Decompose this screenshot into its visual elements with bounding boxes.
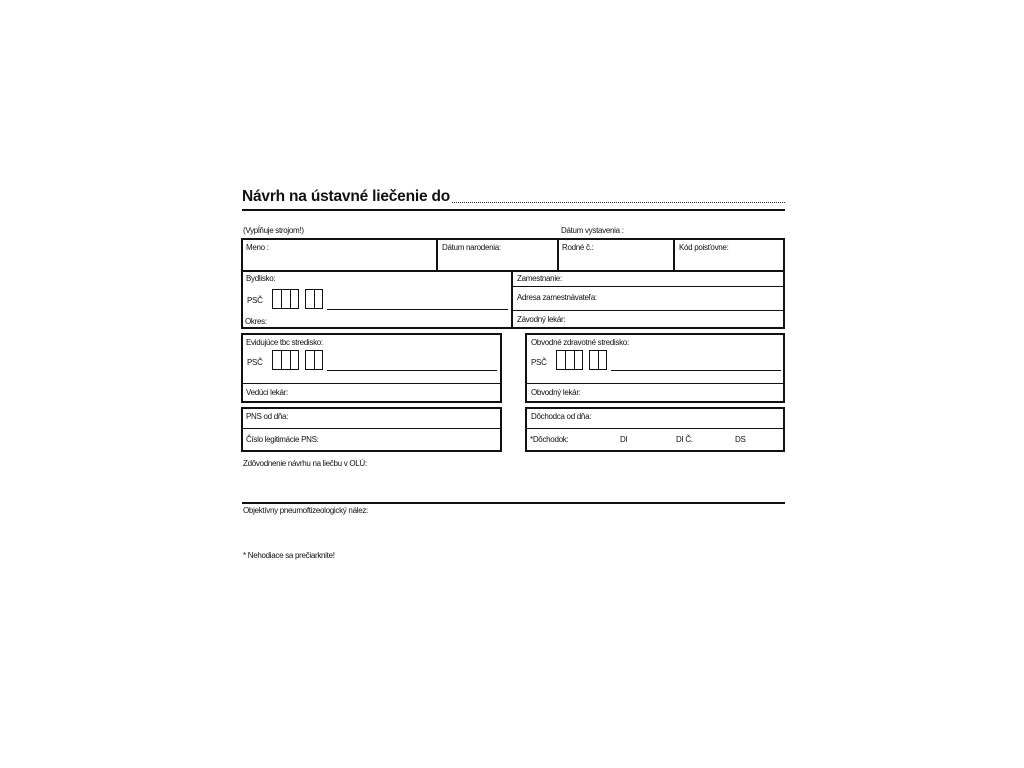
residence-label[interactable]: Bydlisko: <box>246 274 276 283</box>
issue-date-label: Dátum vystavenia : <box>561 226 624 235</box>
pension-option-di[interactable]: DI <box>620 435 628 444</box>
tb-center-label[interactable]: Evidujúce tbc stredisko: <box>246 338 323 347</box>
footnote-text: * Nehodiace sa prečiarknite! <box>243 551 335 560</box>
section-rule <box>241 270 785 272</box>
pension-option-ds[interactable]: DS <box>735 435 746 444</box>
form-title: Návrh na ústavné liečenie do <box>242 188 451 205</box>
pension-bottom-rule <box>525 450 785 452</box>
row-divider <box>513 310 784 311</box>
district-label[interactable]: Okres: <box>245 317 267 326</box>
birth-number-field-label[interactable]: Rodné č.: <box>562 243 594 252</box>
title-dotted-line[interactable] <box>452 202 785 203</box>
pension-since-label[interactable]: Dôchodca od dňa: <box>531 412 592 421</box>
pns-top-rule <box>241 407 502 409</box>
divider <box>436 238 438 272</box>
insurer-code-field-label[interactable]: Kód poisťovne: <box>679 243 729 252</box>
district-center-label[interactable]: Obvodné zdravotné stredisko: <box>531 338 629 347</box>
row-divider <box>243 428 500 429</box>
title-rule <box>242 209 785 211</box>
pensioner-label: *Dôchodok: <box>530 435 569 444</box>
row-divider <box>527 383 783 384</box>
employer-address-label[interactable]: Adresa zamestnávateľa: <box>517 293 597 302</box>
psc-digit-box[interactable] <box>290 350 299 370</box>
divider <box>511 270 513 329</box>
left-border <box>241 407 243 452</box>
justification-label[interactable]: Zdôvodnenie návrhu na liečbu v OLÚ: <box>243 459 367 468</box>
instruction-text: (Vypĺňuje strojom!) <box>243 226 304 235</box>
psc-digit-box[interactable] <box>290 289 299 309</box>
row-divider <box>243 383 500 384</box>
psc-digit-box[interactable] <box>574 350 583 370</box>
left-border <box>241 270 243 329</box>
section-rule <box>242 502 785 504</box>
pns-bottom-rule <box>241 450 502 452</box>
psc-digit-box[interactable] <box>565 350 574 370</box>
psc-town-line[interactable] <box>611 370 781 371</box>
left-border <box>525 407 527 452</box>
pns-number-label[interactable]: Číslo legitimácie PNS: <box>246 435 319 444</box>
psc-label: PSČ <box>247 358 263 367</box>
pension-option-dic[interactable]: DI Č. <box>676 435 693 444</box>
psc-digit-box[interactable] <box>281 350 290 370</box>
right-border <box>500 407 502 452</box>
psc-digit-box[interactable] <box>305 289 314 309</box>
factory-doctor-label[interactable]: Závodný lekár: <box>517 315 566 324</box>
psc-digit-box[interactable] <box>589 350 598 370</box>
psc-digit-box[interactable] <box>598 350 607 370</box>
row-divider <box>527 428 783 429</box>
psc-digit-box[interactable] <box>314 289 323 309</box>
psc-digit-box[interactable] <box>556 350 565 370</box>
row-divider <box>513 286 784 287</box>
district-doctor-label[interactable]: Obvodný lekár: <box>531 388 581 397</box>
psc-digit-box[interactable] <box>281 289 290 309</box>
employment-label[interactable]: Zamestnanie: <box>517 274 562 283</box>
psc-digit-box[interactable] <box>272 289 281 309</box>
right-border <box>783 270 785 329</box>
name-field-label[interactable]: Meno : <box>246 243 269 252</box>
section-rule <box>241 327 785 329</box>
divider <box>673 238 675 272</box>
pension-top-rule <box>525 407 785 409</box>
divider <box>557 238 559 272</box>
birth-date-field-label[interactable]: Dátum narodenia: <box>442 243 501 252</box>
psc-digit-box[interactable] <box>305 350 314 370</box>
psc-digit-box[interactable] <box>272 350 281 370</box>
psc-town-line[interactable] <box>327 309 508 310</box>
psc-label: PSČ <box>531 358 547 367</box>
pns-since-label[interactable]: PNS od dňa: <box>246 412 289 421</box>
psc-digit-box[interactable] <box>314 350 323 370</box>
psc-label: PSČ <box>247 296 263 305</box>
right-border <box>783 407 785 452</box>
finding-label[interactable]: Objektívny pneumoftizeologický nález: <box>243 506 368 515</box>
psc-town-line[interactable] <box>327 370 497 371</box>
head-doctor-label[interactable]: Vedúci lekár: <box>246 388 288 397</box>
